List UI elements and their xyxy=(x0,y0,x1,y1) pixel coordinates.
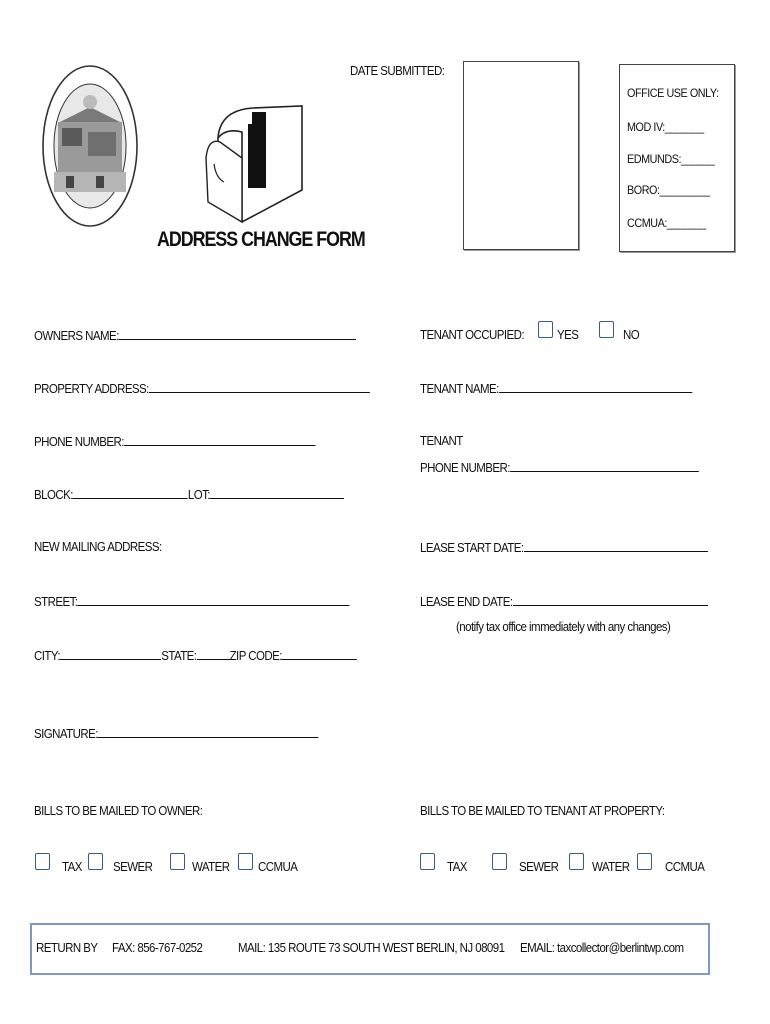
owner-water-label: WATER xyxy=(192,860,230,874)
form-title: ADDRESS CHANGE FORM xyxy=(157,228,365,251)
date-submitted-label: DATE SUBMITTED: xyxy=(350,64,445,78)
tenant-ccmua-checkbox[interactable] xyxy=(637,853,652,870)
date-submitted-box[interactable] xyxy=(463,61,579,250)
tenant-name-label: TENANT NAME: xyxy=(420,382,499,396)
street-line[interactable] xyxy=(77,594,349,606)
bills-tenant-heading: BILLS TO BE MAILED TO TENANT AT PROPERTY: xyxy=(420,804,665,818)
lease-start-field[interactable] xyxy=(420,540,708,555)
return-by-label: RETURN BY xyxy=(36,941,98,955)
mail-info: MAIL: 135 ROUTE 73 SOUTH WEST BERLIN, NJ 08091 xyxy=(238,941,505,955)
owner-sewer-checkbox[interactable] xyxy=(88,853,103,870)
owner-tax-checkbox[interactable] xyxy=(35,853,50,870)
owner-tax-label: TAX xyxy=(62,860,82,874)
tenant-tax-label: TAX xyxy=(447,860,467,874)
tenant-phone-line1: TENANT xyxy=(420,434,463,448)
lease-end-label: LEASE END DATE: xyxy=(420,595,513,609)
tenant-occupied-no-checkbox[interactable] xyxy=(599,321,614,338)
signature-field[interactable] xyxy=(34,726,319,741)
bills-owner-heading: BILLS TO BE MAILED TO OWNER: xyxy=(34,804,203,818)
tenant-phone-line[interactable] xyxy=(510,460,699,472)
office-use-edmunds: EDMUNDS:______ xyxy=(627,152,715,166)
tenant-occupied-label: TENANT OCCUPIED: xyxy=(420,328,525,342)
tenant-name-line[interactable] xyxy=(499,381,692,393)
lease-start-line[interactable] xyxy=(524,540,708,552)
city-state-zip-field[interactable] xyxy=(34,648,357,663)
lease-end-line[interactable] xyxy=(512,594,707,606)
zip-label: ZIP CODE: xyxy=(229,649,282,663)
city-label: CITY: xyxy=(34,649,61,663)
signature-line[interactable] xyxy=(98,726,319,738)
tenant-occupied-no-label: NO xyxy=(623,328,640,342)
owner-ccmua-label: CCMUA xyxy=(258,860,298,874)
owners-name-field[interactable] xyxy=(34,328,356,343)
office-use-ccmua: CCMUA:_______ xyxy=(627,216,706,230)
block-label: BLOCK: xyxy=(34,488,73,502)
tenant-name-field[interactable] xyxy=(420,381,692,396)
zip-line[interactable] xyxy=(282,648,357,660)
new-mailing-address-label: NEW MAILING ADDRESS: xyxy=(34,540,162,554)
tenant-sewer-label: SEWER xyxy=(519,860,559,874)
office-use-title: OFFICE USE ONLY: xyxy=(627,86,719,100)
property-address-line[interactable] xyxy=(149,381,370,393)
office-use-boro: BORO:_________ xyxy=(627,183,710,197)
state-line[interactable] xyxy=(196,648,229,660)
lot-label: LOT: xyxy=(187,488,210,502)
tenant-occupied-yes-label: YES xyxy=(557,328,579,342)
tenant-occupied-yes-checkbox[interactable] xyxy=(538,321,553,338)
phone-number-field[interactable] xyxy=(34,434,315,449)
property-address-label: PROPERTY ADDRESS: xyxy=(34,382,149,396)
property-address-field[interactable] xyxy=(34,381,370,396)
mailbox-icon xyxy=(198,98,314,228)
lease-note: (notify tax office immediately with any changes) xyxy=(456,620,671,634)
owner-water-checkbox[interactable] xyxy=(170,853,185,870)
email-info: EMAIL: taxcollector@berlintwp.com xyxy=(520,941,684,955)
city-line[interactable] xyxy=(60,648,161,660)
return-info-footer xyxy=(30,923,710,975)
owner-sewer-label: SEWER xyxy=(113,860,153,874)
office-use-box xyxy=(619,64,735,252)
street-label: STREET: xyxy=(34,595,78,609)
phone-number-label: PHONE NUMBER: xyxy=(34,435,124,449)
state-label: STATE: xyxy=(161,649,197,663)
lease-end-field[interactable] xyxy=(420,594,708,609)
tenant-phone-field[interactable] xyxy=(420,460,699,475)
phone-number-line[interactable] xyxy=(124,434,315,446)
tenant-water-label: WATER xyxy=(592,860,630,874)
block-line[interactable] xyxy=(73,487,188,499)
signature-label: SIGNATURE: xyxy=(34,727,98,741)
street-field[interactable] xyxy=(34,594,350,609)
lot-line[interactable] xyxy=(210,487,344,499)
block-lot-field[interactable] xyxy=(34,487,344,502)
tenant-sewer-checkbox[interactable] xyxy=(492,853,507,870)
tenant-ccmua-label: CCMUA xyxy=(665,860,705,874)
tenant-tax-checkbox[interactable] xyxy=(420,853,435,870)
fax-info: FAX: 856-767-0252 xyxy=(112,941,203,955)
owner-ccmua-checkbox[interactable] xyxy=(238,853,253,870)
office-use-mod-iv: MOD IV:_______ xyxy=(627,120,704,134)
township-seal xyxy=(40,62,140,230)
owners-name-label: OWNERS NAME: xyxy=(34,329,119,343)
lease-start-label: LEASE START DATE: xyxy=(420,541,524,555)
owners-name-line[interactable] xyxy=(119,328,356,340)
tenant-water-checkbox[interactable] xyxy=(569,853,584,870)
tenant-phone-label: PHONE NUMBER: xyxy=(420,461,510,475)
